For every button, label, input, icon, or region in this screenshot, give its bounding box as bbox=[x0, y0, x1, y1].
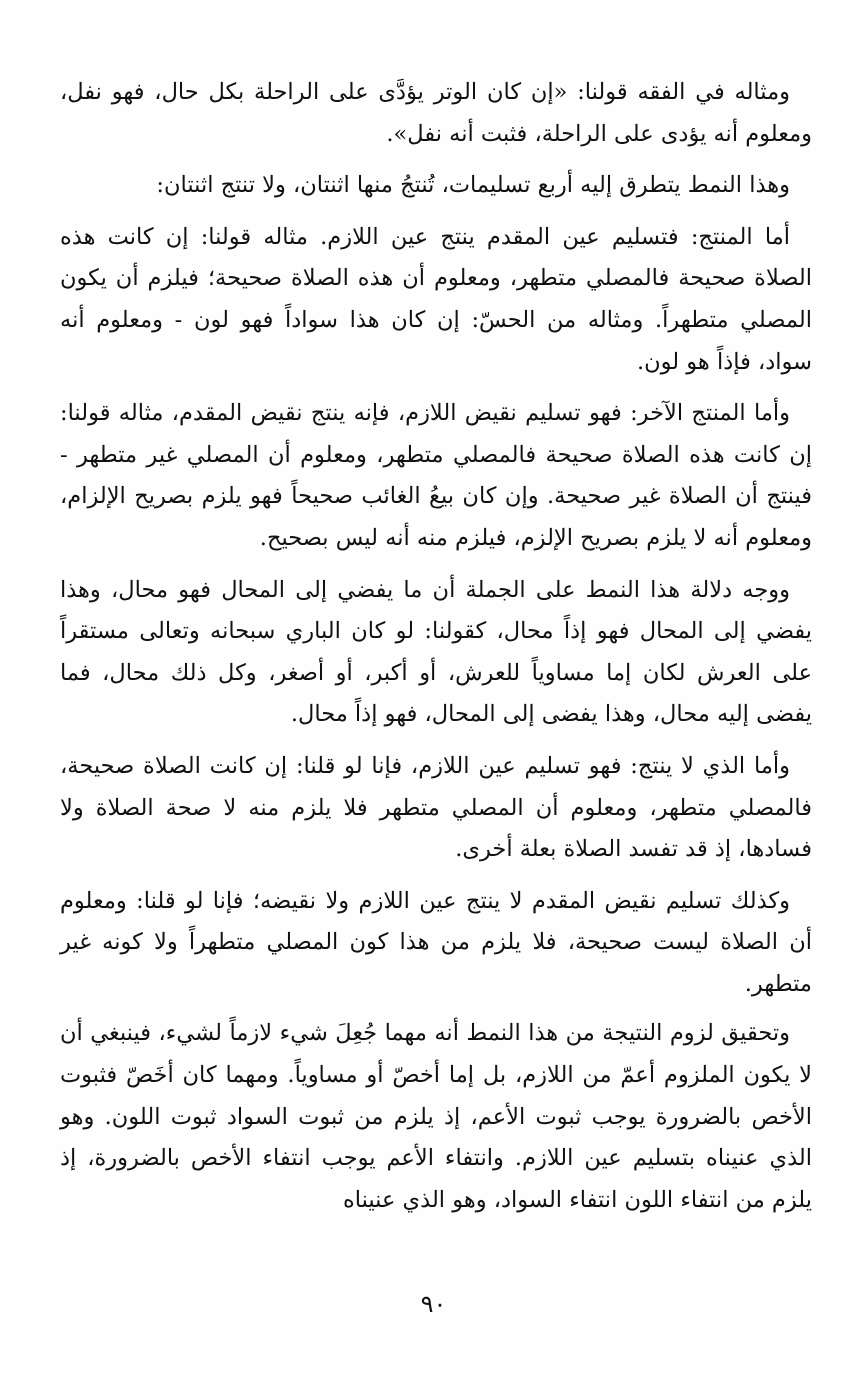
body-text bbox=[60, 72, 812, 1231]
paragraph-four-concessions: وهذا النمط يتطرق إليه أربع تسليمات، تُنتجُ منها اثنتان، ولا تنتج اثنتان: bbox=[156, 172, 790, 199]
paragraph-indication: ووجه دلالة هذا النمط على الجملة أن ما يفضي إلى المحال فهو محال، وهذا يفضي إلى المحال فهو إذاً محال، كقولنا: لو كان الباري سبحانه وتعالى مستقراً على العرش لكان إما مساوياً للعرش، أو أكبر، أو أصغر، وكل ذلك محال، فما يفضى إليه محال، وهذا يفضى إلى المحال، فهو إذاً محال. bbox=[60, 576, 812, 728]
paragraph-non-productive: وأما الذي لا ينتج: فهو تسليم عين اللازم، فإنا لو قلنا: إن كانت الصلاة صحيحة، فالمصلي متطهر، ومعلوم أن المصلي متطهر فلا يلزم منه لا صحة الصلاة ولا فسادها، إذ قد تفسد الصلاة بعلة أخرى. bbox=[60, 752, 812, 863]
page-number: ٩٠ bbox=[420, 1290, 447, 1318]
paragraph-antecedent-negation: وكذلك تسليم نقيض المقدم لا ينتج عين اللازم ولا نقيضه؛ فإنا لو قلنا: ومعلوم أن الصلاة ليست صحيحة، فلا يلزم من هذا كون المصلي متطهراً ولا كونه غير متطهر. bbox=[60, 887, 812, 997]
paragraph-verification: وتحقيق لزوم النتيجة من هذا النمط أنه مهما جُعِلَ شيء لازماً لشيء، فينبغي أن لا يكون الملزوم أعمّ من اللازم، بل إما أخصّ أو مساوياً. ومهما كان أخَصّ فثبوت الأخص بالضرورة يوجب ثبوت الأعم، إذ يلزم من ثبوت السواد ثبوت اللون. وهو الذي عنيناه بتسليم عين اللازم. وانتفاء الأعم يوجب انتفاء الأخص بالضرورة، إذ يلزم من انتفاء اللون انتفاء السواد، وهو الذي عنيناه bbox=[60, 1020, 812, 1213]
paragraph-other-productive: وأما المنتج الآخر: فهو تسليم نقيض اللازم، فإنه ينتج نقيض المقدم، مثاله قولنا: إن كانت هذه الصلاة صحيحة فالمصلي متطهر، ومعلوم أن المصلي غير متطهر - فينتج أن الصلاة غير صحيحة. وإن كان بيعُ الغائب صحيحاً فهو يلزم بصريح الإلزام، ومعلوم أنه لا يلزم بصريح الإلزم، فيلزم منه أنه ليس بصحيح. bbox=[60, 400, 812, 551]
paragraph-fiqh-example: ومثاله في الفقه قولنا: «إن كان الوتر يؤدَّى على الراحلة بكل حال، فهو نفل، ومعلوم أنه يؤدى على الراحلة، فثبت أنه نفل». bbox=[60, 79, 812, 147]
paragraph-productive: أما المنتج: فتسليم عين المقدم ينتج عين اللازم. مثاله قولنا: إن كانت هذه الصلاة صحيحة فالمصلي متطهر، ومعلوم أن هذه الصلاة صحيحة؛ فيلزم أن يكون المصلي متطهراً. ومثاله من الحسّ: إن كان هذا سواداً فهو لون - ومعلوم أنه سواد، فإذاً هو لون. bbox=[60, 223, 812, 375]
